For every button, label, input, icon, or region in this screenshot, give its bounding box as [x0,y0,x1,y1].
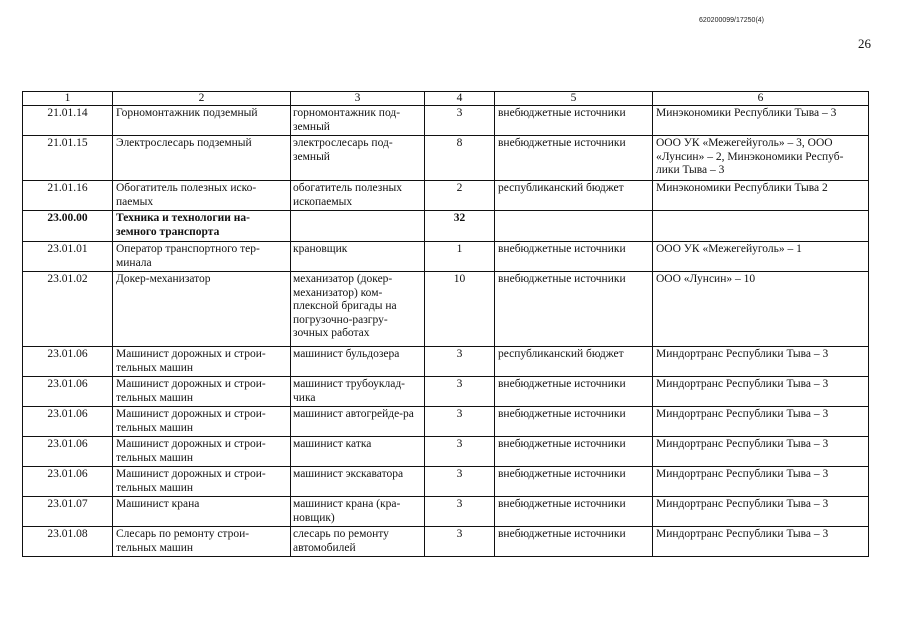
count-cell: 3 [425,407,495,437]
funding-source-cell: внебюджетные источники [495,407,653,437]
profession-cell: Техника и технологии на-земного транспорта [113,211,291,242]
specialty-cell: электрослесарь под-земный [291,136,425,181]
table-body [23,106,869,557]
code-cell: 23.01.07 [23,497,113,527]
table-row [23,377,869,407]
customer-cell: Миндортранс Республики Тыва – 3 [653,407,869,437]
table-row [23,527,869,557]
count-cell: 3 [425,437,495,467]
table-row [23,272,869,347]
code-cell: 23.01.06 [23,467,113,497]
training-plan-table [22,91,869,557]
column-header-5: 5 [495,92,653,106]
specialty-cell [291,211,425,242]
section-row [23,211,869,242]
funding-source-cell: внебюджетные источники [495,272,653,347]
funding-source-cell: республиканский бюджет [495,181,653,211]
code-cell: 23.01.02 [23,272,113,347]
table-row [23,407,869,437]
table-row [23,106,869,136]
profession-cell: Машинист крана [113,497,291,527]
count-cell: 3 [425,347,495,377]
column-header-3: 3 [291,92,425,106]
funding-source-cell: внебюджетные источники [495,497,653,527]
profession-cell: Докер-механизатор [113,272,291,347]
code-cell: 23.01.06 [23,347,113,377]
table-row [23,242,869,272]
funding-source-cell: республиканский бюджет [495,347,653,377]
specialty-cell: обогатитель полезных ископаемых [291,181,425,211]
count-cell: 2 [425,181,495,211]
count-cell: 8 [425,136,495,181]
profession-cell: Слесарь по ремонту строи-тельных машин [113,527,291,557]
code-cell: 23.00.00 [23,211,113,242]
table-row [23,347,869,377]
customer-cell: Миндортранс Республики Тыва – 3 [653,437,869,467]
funding-source-cell: внебюджетные источники [495,106,653,136]
profession-cell: Обогатитель полезных иско-паемых [113,181,291,211]
profession-cell: Машинист дорожных и строи-тельных машин [113,467,291,497]
funding-source-cell: внебюджетные источники [495,437,653,467]
specialty-cell: машинист катка [291,437,425,467]
table-row [23,467,869,497]
customer-cell: Минэкономики Республики Тыва 2 [653,181,869,211]
customer-cell: ООО «Лунсин» – 10 [653,272,869,347]
customer-cell: ООО УК «Межегейуголь» – 3, ООО «Лунсин» – 2, Минэкономики Респуб-лики Тыва – 3 [653,136,869,181]
column-header-2: 2 [113,92,291,106]
table-row [23,136,869,181]
count-cell: 3 [425,467,495,497]
profession-cell: Машинист дорожных и строи-тельных машин [113,377,291,407]
specialty-cell: слесарь по ремонту автомобилей [291,527,425,557]
specialty-cell: машинист автогрейде-ра [291,407,425,437]
customer-cell: Миндортранс Республики Тыва – 3 [653,377,869,407]
customer-cell: Минэкономики Республики Тыва – 3 [653,106,869,136]
specialty-cell: машинист экскаватора [291,467,425,497]
code-cell: 21.01.14 [23,106,113,136]
count-cell: 1 [425,242,495,272]
column-header-6: 6 [653,92,869,106]
profession-cell: Машинист дорожных и строи-тельных машин [113,437,291,467]
code-cell: 23.01.06 [23,437,113,467]
specialty-cell: машинист трубоуклад-чика [291,377,425,407]
count-cell: 32 [425,211,495,242]
profession-cell: Машинист дорожных и строи-тельных машин [113,347,291,377]
customer-cell [653,211,869,242]
specialty-cell: механизатор (докер-механизатор) ком-плексной бригады на погрузочно-разгру-зочных работах [291,272,425,347]
profession-cell: Электрослесарь подземный [113,136,291,181]
code-cell: 23.01.01 [23,242,113,272]
specialty-cell: машинист бульдозера [291,347,425,377]
profession-cell: Оператор транспортного тер-минала [113,242,291,272]
table-row [23,437,869,467]
customer-cell: ООО УК «Межегейуголь» – 1 [653,242,869,272]
funding-source-cell [495,211,653,242]
customer-cell: Миндортранс Республики Тыва – 3 [653,347,869,377]
count-cell: 10 [425,272,495,347]
count-cell: 3 [425,106,495,136]
count-cell: 3 [425,497,495,527]
funding-source-cell: внебюджетные источники [495,527,653,557]
count-cell: 3 [425,527,495,557]
code-cell: 21.01.16 [23,181,113,211]
code-cell: 21.01.15 [23,136,113,181]
count-cell: 3 [425,377,495,407]
funding-source-cell: внебюджетные источники [495,136,653,181]
funding-source-cell: внебюджетные источники [495,242,653,272]
profession-cell: Машинист дорожных и строи-тельных машин [113,407,291,437]
column-header-1: 1 [23,92,113,106]
header-row [23,92,869,106]
column-header-4: 4 [425,92,495,106]
customer-cell: Миндортранс Республики Тыва – 3 [653,467,869,497]
specialty-cell: горномонтажник под-земный [291,106,425,136]
customer-cell: Миндортранс Республики Тыва – 3 [653,527,869,557]
specialty-cell: крановщик [291,242,425,272]
code-cell: 23.01.08 [23,527,113,557]
code-cell: 23.01.06 [23,407,113,437]
profession-cell: Горномонтажник подземный [113,106,291,136]
code-cell: 23.01.06 [23,377,113,407]
funding-source-cell: внебюджетные источники [495,377,653,407]
table-row [23,497,869,527]
page-number: 26 [858,36,871,51]
document-code: 620200099/17250(4) [699,17,765,24]
funding-source-cell: внебюджетные источники [495,467,653,497]
specialty-cell: машинист крана (кра-новщик) [291,497,425,527]
table-row [23,181,869,211]
customer-cell: Миндортранс Республики Тыва – 3 [653,497,869,527]
